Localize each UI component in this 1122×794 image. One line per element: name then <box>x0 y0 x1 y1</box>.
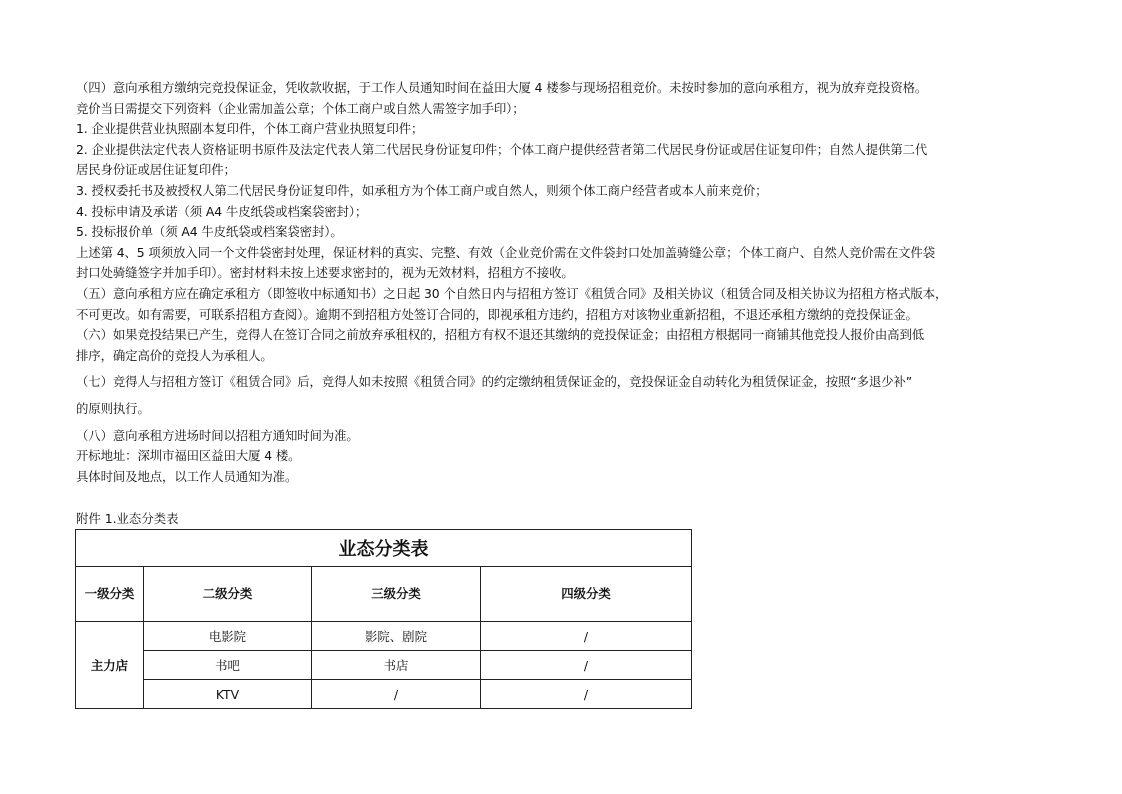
business-category-table <box>75 529 692 709</box>
paragraph-continued: 封口处骑缝签字并加手印）。密封材料未按上述要求密封的，视为无效材料，招租方不接收。 <box>76 265 574 281</box>
paragraph-continued: 排序，确定高价的竞投人为承租人。 <box>76 347 273 363</box>
header-level-2: 二级分类 <box>144 567 312 622</box>
document-body <box>76 78 1051 487</box>
list-item-continued: 居民身份证或居住证复印件； <box>76 162 236 178</box>
table-row <box>76 680 692 709</box>
paragraph: 上述第 4、5 项须放入同一个文件袋密封处理，保证材料的真实、完整、有效（企业竞价需在文件袋封口处加盖骑缝公章；个体工商户、自然人竞价需在文件袋 <box>76 244 936 260</box>
table-cell: 书吧 <box>144 651 312 680</box>
table-cell: / <box>481 680 692 709</box>
header-level-3: 三级分类 <box>312 567 481 622</box>
paragraph-continued: 的原则执行。 <box>76 400 150 416</box>
header-level-1: 一级分类 <box>76 567 144 622</box>
paragraph-continued: 不可更改。如有需要，可联系招租方查阅）。逾期不到招租方处签订合同的，即视承租方违约，招租方对该物业重新招租，不退还承租方缴纳的竞投保证金。 <box>76 306 918 322</box>
paragraph: （七）竞得人与招租方签订《租赁合同》后，竞得人如未按照《租赁合同》的约定缴纳租赁保证金的，竞投保证金自动转化为租赁保证金，按照“多退少补” <box>76 374 913 390</box>
list-item: 1. 企业提供营业执照副本复印件，个体工商户营业执照复印件； <box>76 121 424 137</box>
table-cell: 电影院 <box>144 622 312 651</box>
list-item: 4. 投标申请及承诺（须 A4 牛皮纸袋或档案袋密封）； <box>76 203 368 219</box>
bid-opening-address: 开标地址：深圳市福田区益田大厦 4 楼。 <box>76 448 301 464</box>
table-cell: / <box>312 680 481 709</box>
table-title: 业态分类表 <box>76 530 692 567</box>
paragraph: （八）意向承租方进场时间以招租方通知时间为准。 <box>76 427 359 443</box>
paragraph: （五）意向承租方应在确定承租方（即签收中标通知书）之日起 30 个自然日内与招租方签订《租赁合同》及相关协议（租赁合同及相关协议为招租方格式版本， <box>76 285 948 301</box>
table-cell: KTV <box>144 680 312 709</box>
table-row <box>76 651 692 680</box>
paragraph: 竞价当日需提交下列资料（企业需加盖公章；个体工商户或自然人需签字加手印）； <box>76 100 525 116</box>
category-group: 主力店 <box>76 622 144 709</box>
table-row <box>76 622 692 651</box>
table-cell: / <box>481 651 692 680</box>
table-cell: / <box>481 622 692 651</box>
table-cell: 书店 <box>312 651 481 680</box>
list-item: 2. 企业提供法定代表人资格证明书原件及法定代表人第二代居民身份证复印件；个体工商户提供经营者第二代居民身份证或居住证复印件；自然人提供第二代 <box>76 141 928 157</box>
list-item: 3. 授权委托书及被授权人第二代居民身份证复印件，如承租方为个体工商户或自然人，则须个体工商户经营者或本人前来竞价； <box>76 182 768 198</box>
header-level-4: 四级分类 <box>481 567 692 622</box>
list-item: 5. 投标报价单（须 A4 牛皮纸袋或档案袋密封）。 <box>76 224 343 240</box>
paragraph: （四）意向承租方缴纳完竞投保证金，凭收款收据，于工作人员通知时间在益田大厦 4 楼参与现场招租竞价。未按时参加的意向承租方，视为放弃竞投资格。 <box>76 80 928 95</box>
table-cell: 影院、剧院 <box>312 622 481 651</box>
paragraph: （六）如果竞投结果已产生，竞得人在签订合同之前放弃承租权的，招租方有权不退还其缴纳的竞投保证金；由招租方根据同一商铺其他竞投人报价由高到低 <box>76 327 925 343</box>
annex-label: 附件 1.业态分类表 <box>76 511 179 526</box>
paragraph: 具体时间及地点，以工作人员通知为准。 <box>76 468 298 484</box>
